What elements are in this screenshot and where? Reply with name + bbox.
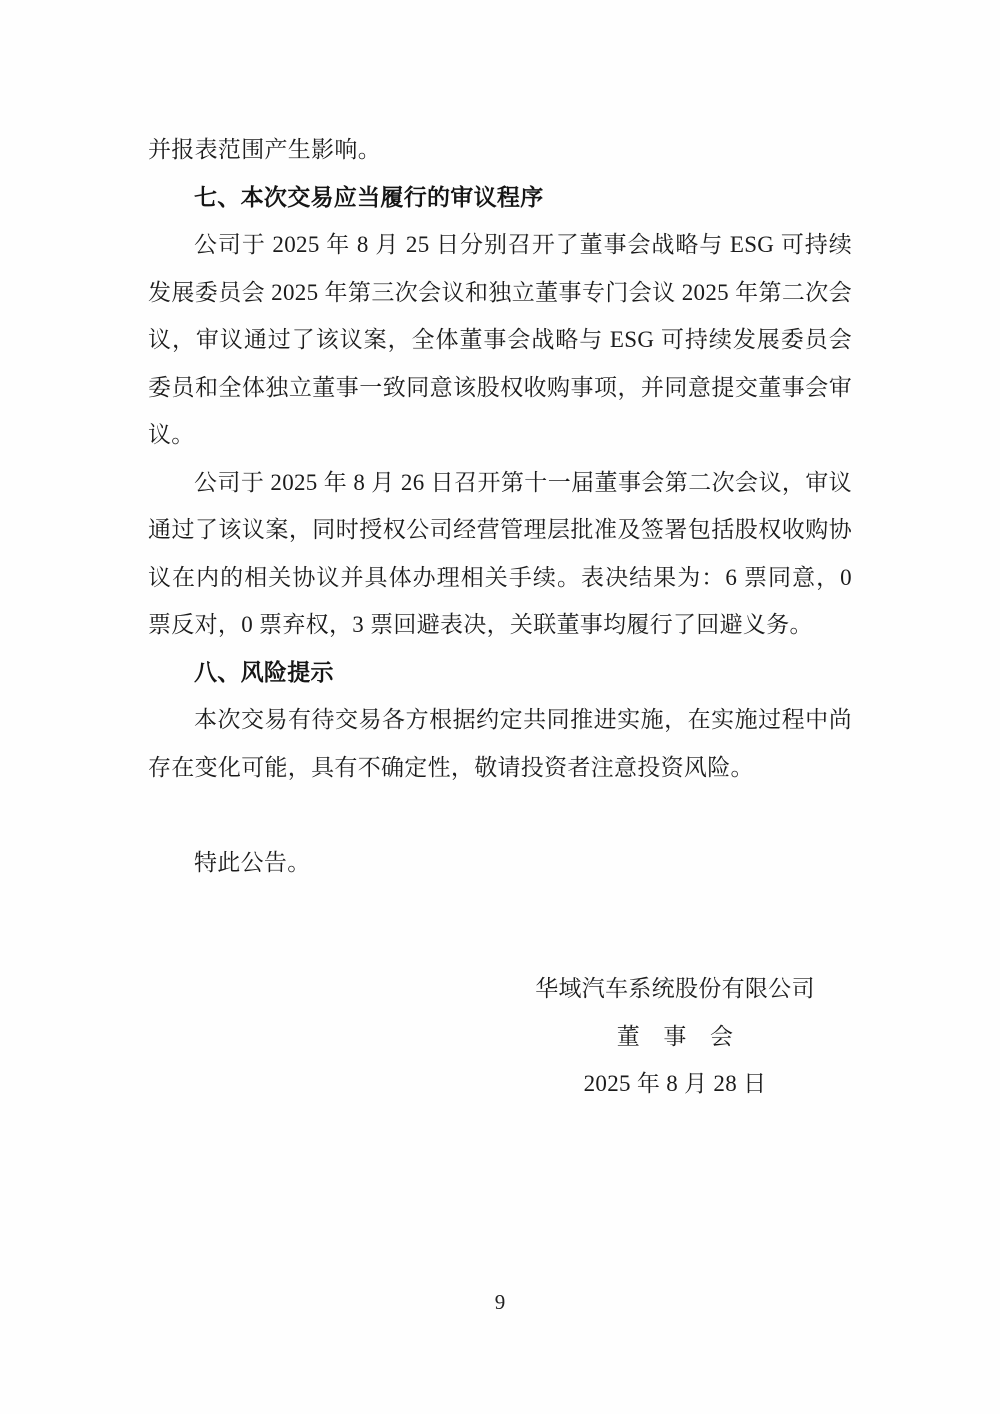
document-lines [148,126,852,886]
text-line: 本次交易有待交易各方根据约定共同推进实施，在实施过程中尚 [194,707,852,732]
text-line: 公司于 2025 年 8 月 25 日分别召开了董事会战略与 ESG 可持续 [194,232,852,257]
section-heading: 八、风险提示 [194,659,334,685]
signature-board: 董 事 会 [616,1023,734,1049]
text-line: 议。 [148,422,195,447]
text-line: 特此公告。 [194,849,311,875]
blank-line [148,791,852,839]
signature-date: 2025 年 8 月 28 日 [583,1071,767,1096]
text-line: 议在内的相关协议并具体办理相关手续。表决结果为：6 票同意，0 [148,564,852,590]
text-line: 票反对，0 票弃权，3 票回避表决，关联董事均履行了回避义务。 [148,612,813,637]
text-line: 发展委员会 2025 年第三次会议和独立董事专门会议 2025 年第二次会 [148,279,852,305]
text-line: 公司于 2025 年 8 月 26 日召开第十一届董事会第二次会议，审议 [194,469,852,495]
text-line: 存在变化可能，具有不确定性，敬请投资者注意投资风险。 [148,754,754,780]
text-line: 并报表范围产生影响。 [148,137,381,162]
page-number: 9 [494,1290,506,1314]
text-line: 通过了该议案，同时授权公司经营管理层批准及签署包括股权收购协 [148,517,852,542]
text-line: 委员和全体独立董事一致同意该股权收购事项，并同意提交董事会审 [148,374,852,400]
text-line: 议，审议通过了该议案，全体董事会战略与 ESG 可持续发展委员会 [148,327,852,352]
signature-company: 华域汽车系统股份有限公司 [535,976,815,1001]
signature-block [498,965,852,1108]
section-heading: 七、本次交易应当履行的审议程序 [194,184,544,210]
